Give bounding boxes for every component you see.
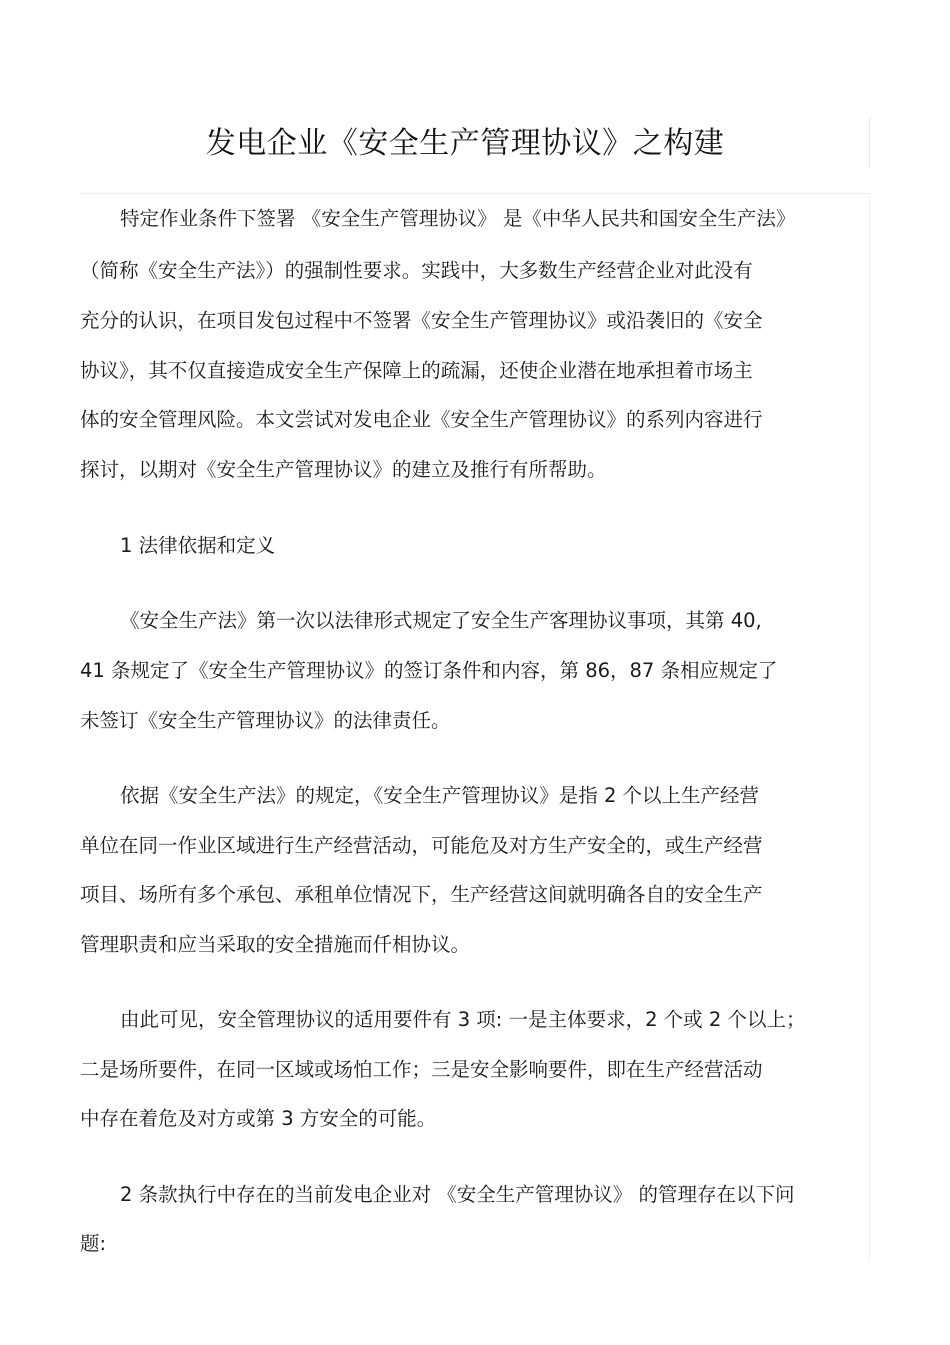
- paragraph-line: 《安全生产法》第一次以法律形式规定了安全生产客理协议事项，其第 40,: [120, 609, 762, 632]
- paragraph-line: 管理职责和应当采取的安全措施而仟相协议。: [80, 933, 471, 956]
- paragraph-line: 协议》，其不仅直接造成安全生产保障上的疏漏，还使企业潜在地承担着市场主: [80, 359, 753, 382]
- paragraph-line: 二是场所要件，在同一区域或场怕工作；三是安全影响要件，即在生产经营活动: [80, 1058, 763, 1081]
- document-title: 发电企业《安全生产管理协议》之构建: [205, 126, 725, 161]
- paragraph-line: 特定作业条件下签署 《安全生产管理协议》 是《中华人民共和国安全生产法》: [120, 207, 796, 230]
- paragraph-line: （简称《安全生产法》）的强制性要求。实践中，大多数生产经营企业对此没有: [80, 259, 753, 282]
- header-divider: [80, 193, 870, 194]
- paragraph-line: 由此可见，安全管理协议的适用要件有 3 项: 一是主体要求，2 个或 2 个以上；: [120, 1008, 806, 1031]
- paragraph-line: 依据《安全生产法》的规定，《安全生产管理协议》是指 2 个以上生产经营: [120, 784, 760, 807]
- paragraph-line: 未签订《安全生产管理协议》的法律责任。: [80, 709, 451, 732]
- section-heading: 2 条款执行中存在的当前发电企业对 《安全生产管理协议》 的管理存在以下问: [120, 1183, 795, 1206]
- margin-divider: [869, 195, 870, 1260]
- section-heading: 1 法律依据和定义: [120, 534, 276, 557]
- paragraph-line: 单位在同一作业区域进行生产经营活动，可能危及对方生产安全的，或生产经营: [80, 834, 763, 857]
- paragraph-line: 探讨，以期对《安全生产管理协议》的建立及推行有所帮助。: [80, 458, 607, 481]
- paragraph-line: 项目、场所有多个承包、承租单位情况下，生产经营这间就明确各自的安全生产: [80, 883, 763, 906]
- paragraph-line: 体的安全管理风险。本文尝试对发电企业《安全生产管理协议》的系列内容进行: [80, 408, 763, 431]
- paragraph-line: 题:: [80, 1232, 107, 1255]
- paragraph-line: 中存在着危及对方或第 3 方安全的可能。: [80, 1107, 437, 1130]
- paragraph-line: 充分的认识，在项目发包过程中不签署《安全生产管理协议》或沿袭旧的《安全: [80, 309, 763, 332]
- paragraph-line: 41 条规定了《安全生产管理协议》的签订条件和内容，第 86，87 条相应规定了: [80, 659, 778, 682]
